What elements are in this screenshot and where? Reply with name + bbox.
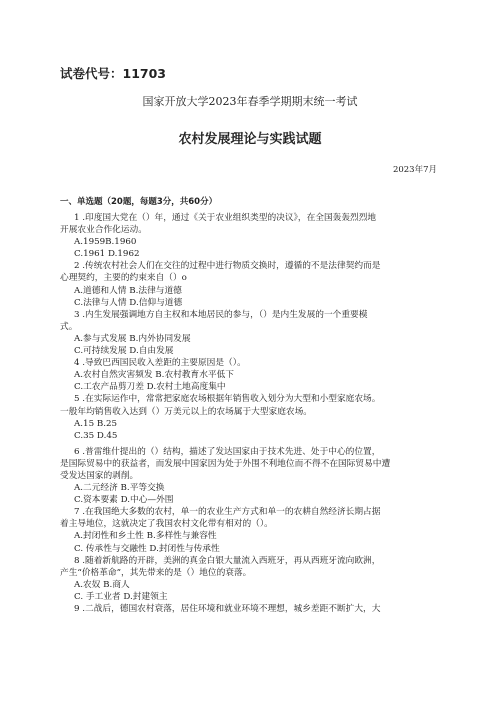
text-line: 4 .导致巴西国民收入差距的主要原因是（）。 [74,358,246,369]
text-line: A.二元经济 B.平等交换 [74,483,165,494]
text-line: C.工农产品剪刀差 D.农村土地高度集中 [74,382,226,393]
text-line: 5 .在实际运作中，常常把家庭农场根据年销售收入划分为大型和小型家庭农场。 [74,394,381,405]
text-line: A.农村自然灾害频发 B.农村教育水平低下 [74,370,234,381]
text-line: 心理契约，主要的约束来自（）o [60,273,187,284]
text-line: C.35 D.45 [74,430,118,441]
text-line: 受发达国家的剥削。 [60,470,139,481]
text-line: C. 手工业者 D.封建领主 [74,591,168,602]
text-line: 开展农业合作化运动。 [60,225,147,236]
text-line: C.法律与人情 D.信仰与道德 [74,297,183,308]
exam-code: 试卷代号：11703 [60,66,166,81]
text-line: C.资本要素 D.中心—外围 [74,495,174,506]
text-line: C.1961 D.1962 [74,249,140,260]
text-line: A.农奴 B.商人 [74,579,130,590]
exam-date: 2023年7月 [392,165,437,175]
text-line: 1 .印度国大党在（）年，通过《关于农业组织类型的决议》，在全国轰轰烈烈地 [74,213,377,223]
text-line: 7 .在我国绝大多数的农村，单一的农业生产方式和单一的农耕自然经济长期占据 [74,507,381,518]
section-heading: 一、单选题（20题，每题3分，共60分） [60,197,218,207]
text-line: 式。 [60,321,78,332]
text-line: C. 传承性与交融性 D.封闭性与传承性 [74,543,220,554]
text-line: A.道德和人情 B.法律与道德 [74,285,182,296]
text-line: A.1959B.1960 [74,237,137,248]
text-line: A.封闭性和乡土性 B.多样性与兼容性 [74,531,217,542]
paper-title: 农村发展理论与实践试题 [178,132,322,147]
text-line: C.可持续发展 D.自由发展 [74,346,174,357]
text-line: 一般年均销售收入达到（）万美元以上的农场属于大型家庭农场。 [60,406,312,417]
text-line: 产生“价格革命”，其先带来的是（）地位的衰落。 [60,567,252,578]
text-line: A.15 B.25 [74,418,118,429]
question-body [60,212,448,615]
text-line: 9 .二战后，德国农村衰落，居住环境和就业环境不理想，城乡差距不断扩大，大 [74,604,381,614]
text-line: 6 .普雷维什提出的（）结构，描述了发达国家由于技术先进、处于中心的位置， [74,446,381,457]
text-line: A.参与式发展 B.内外协同发展 [74,333,191,344]
text-line: 着主导地位，这就决定了我国农村文化带有相对的（）。 [60,519,273,530]
text-line: 2 .传统农村社会人们在交往的过程中进行物质交换时，遵循的不是法律契约而是 [74,261,381,272]
text-line: 8 .随着新航路的开辟，美洲的真金白银大量流入西班牙，再从西班牙流向欧洲， [74,555,381,566]
exam-name: 国家开放大学2023年春季学期期末统一考试 [142,95,358,108]
text-line: 3 .内生发展强调地方自主权和本地居民的参与，（）是内生发展的一个重要模 [74,309,368,320]
text-line: 是国际贸易中的获益者，而发展中国家因为处于外围不利地位而不得不在国际贸易中遭 [60,458,391,469]
